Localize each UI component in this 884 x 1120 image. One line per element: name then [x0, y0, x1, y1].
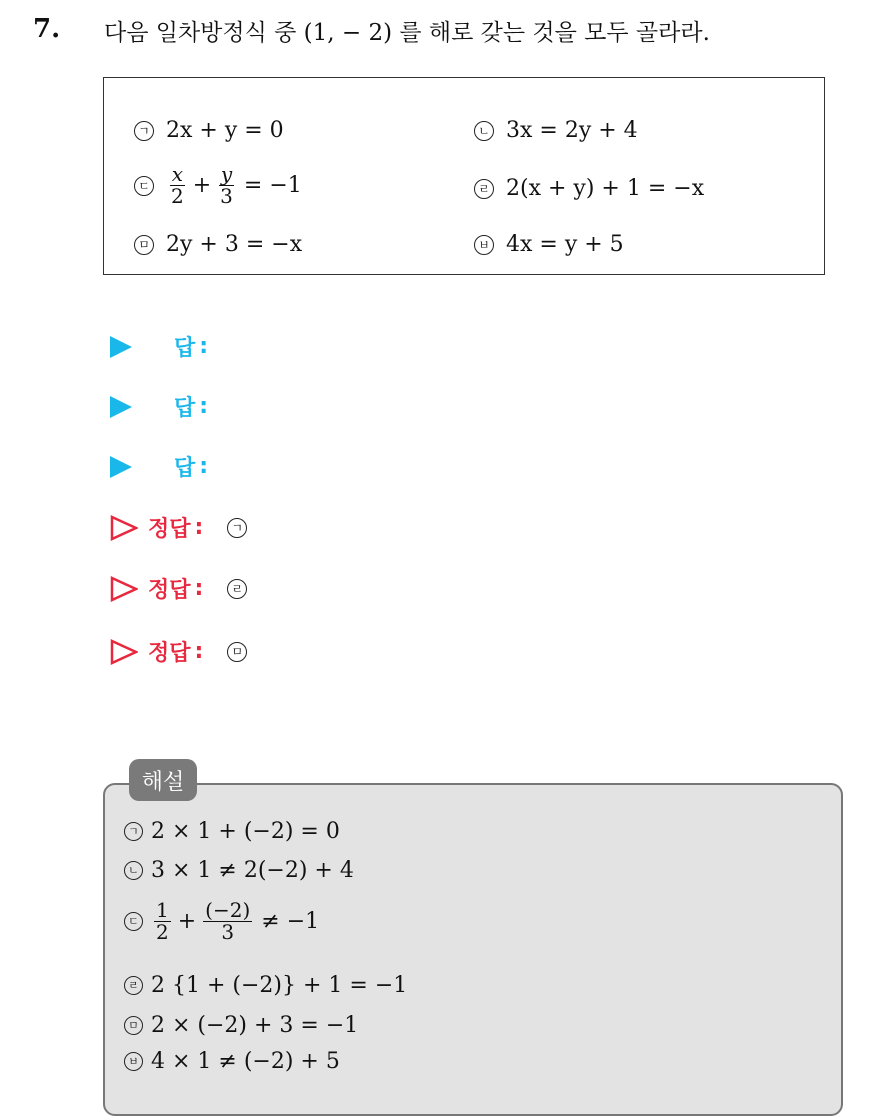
answer-label: 답	[174, 456, 196, 481]
plus-sign: +	[192, 173, 212, 198]
solution-marker: ㄱ	[227, 518, 247, 538]
fraction-numerator: y	[220, 162, 233, 186]
option-marker: ㄱ	[134, 121, 154, 141]
option-expression: 2x + y = 0	[166, 118, 284, 143]
option-expression: 3x = 2y + 4	[506, 118, 638, 143]
answer-label: 답	[174, 336, 196, 361]
solution-colon: :	[194, 576, 204, 601]
option-marker: ㅂ	[474, 235, 494, 255]
explanation-line-3	[124, 900, 319, 943]
outline-triangle-icon	[110, 576, 138, 602]
fraction-denominator: 2	[171, 184, 184, 208]
explanation-marker: ㄹ	[124, 976, 143, 995]
answer-colon: :	[199, 334, 209, 359]
explanation-line-5	[124, 1013, 358, 1038]
option-expression: 2y + 3 = −x	[166, 232, 303, 257]
option-marker: ㄴ	[474, 121, 494, 141]
explanation-marker: ㄴ	[124, 861, 143, 880]
outline-triangle-icon	[110, 639, 138, 665]
option-marker: ㄹ	[474, 179, 494, 199]
explanation-expression-rest: ≠ −1	[261, 909, 320, 934]
option-3	[134, 164, 302, 207]
fraction-denominator: 3	[220, 184, 233, 208]
answer-line-1	[110, 331, 208, 362]
fraction	[203, 900, 252, 943]
option-expression-rest: = −1	[243, 173, 302, 198]
option-4	[474, 176, 704, 201]
option-marker: ㅁ	[134, 235, 154, 255]
fraction-denominator: 3	[221, 920, 235, 944]
answer-colon: :	[199, 454, 209, 479]
explanation-line-6	[124, 1049, 340, 1074]
answer-colon: :	[199, 394, 209, 419]
plus-sign: +	[177, 909, 197, 934]
option-expression: 2(x + y) + 1 = −x	[506, 176, 705, 201]
option-5	[134, 232, 302, 257]
solution-colon: :	[194, 639, 204, 664]
fraction-numerator: x	[171, 162, 183, 186]
explanation-expression: 2 × 1 + (−2) = 0	[151, 819, 340, 844]
solution-line-2	[110, 573, 259, 604]
explanation-line-2	[124, 858, 354, 883]
solution-marker: ㄹ	[227, 579, 247, 599]
question-text: 다음 일차방정식 중 (1, − 2) 를 해로 갖는 것을 모두 골라라.	[104, 20, 710, 46]
explanation-marker: ㄱ	[124, 822, 143, 841]
explanation-expression: 2 {1 + (−2)} + 1 = −1	[151, 973, 408, 998]
option-expression: 4x = y + 5	[506, 232, 624, 257]
explanation-marker: ㄷ	[124, 912, 143, 931]
fraction-denominator: 2	[156, 920, 169, 944]
answer-label: 답	[174, 396, 196, 421]
answer-line-2	[110, 391, 208, 422]
explanation-expression: 2 × (−2) + 3 = −1	[151, 1013, 359, 1038]
fraction	[169, 164, 186, 207]
explanation-line-1	[124, 819, 340, 844]
explanation-marker: ㅂ	[124, 1052, 143, 1071]
solution-line-3	[110, 636, 259, 667]
answer-line-3	[110, 451, 208, 482]
outline-triangle-icon	[110, 515, 138, 541]
explanation-marker: ㅁ	[124, 1016, 143, 1035]
solution-label: 정답	[148, 641, 191, 666]
explanation-tab: 해설	[129, 759, 197, 801]
solution-label: 정답	[148, 578, 191, 603]
solution-line-1	[110, 512, 259, 543]
solution-marker: ㅁ	[227, 642, 247, 662]
option-2	[474, 118, 638, 143]
option-6	[474, 232, 624, 257]
explanation-expression: 3 × 1 ≠ 2(−2) + 4	[151, 858, 354, 883]
explanation-line-4	[124, 973, 407, 998]
fraction	[218, 164, 235, 207]
fraction-numerator: 1	[156, 898, 169, 922]
solution-label: 정답	[148, 517, 191, 542]
fraction	[154, 900, 171, 943]
play-triangle-icon	[110, 456, 132, 478]
explanation-expression: 4 × 1 ≠ (−2) + 5	[151, 1049, 340, 1074]
play-triangle-icon	[110, 336, 132, 358]
play-triangle-icon	[110, 396, 132, 418]
option-1	[134, 118, 284, 143]
options-box	[103, 77, 825, 275]
question-number: 7.	[33, 14, 61, 44]
option-marker: ㄷ	[134, 176, 154, 196]
solution-colon: :	[194, 515, 204, 540]
fraction-numerator: (−2)	[205, 898, 251, 922]
